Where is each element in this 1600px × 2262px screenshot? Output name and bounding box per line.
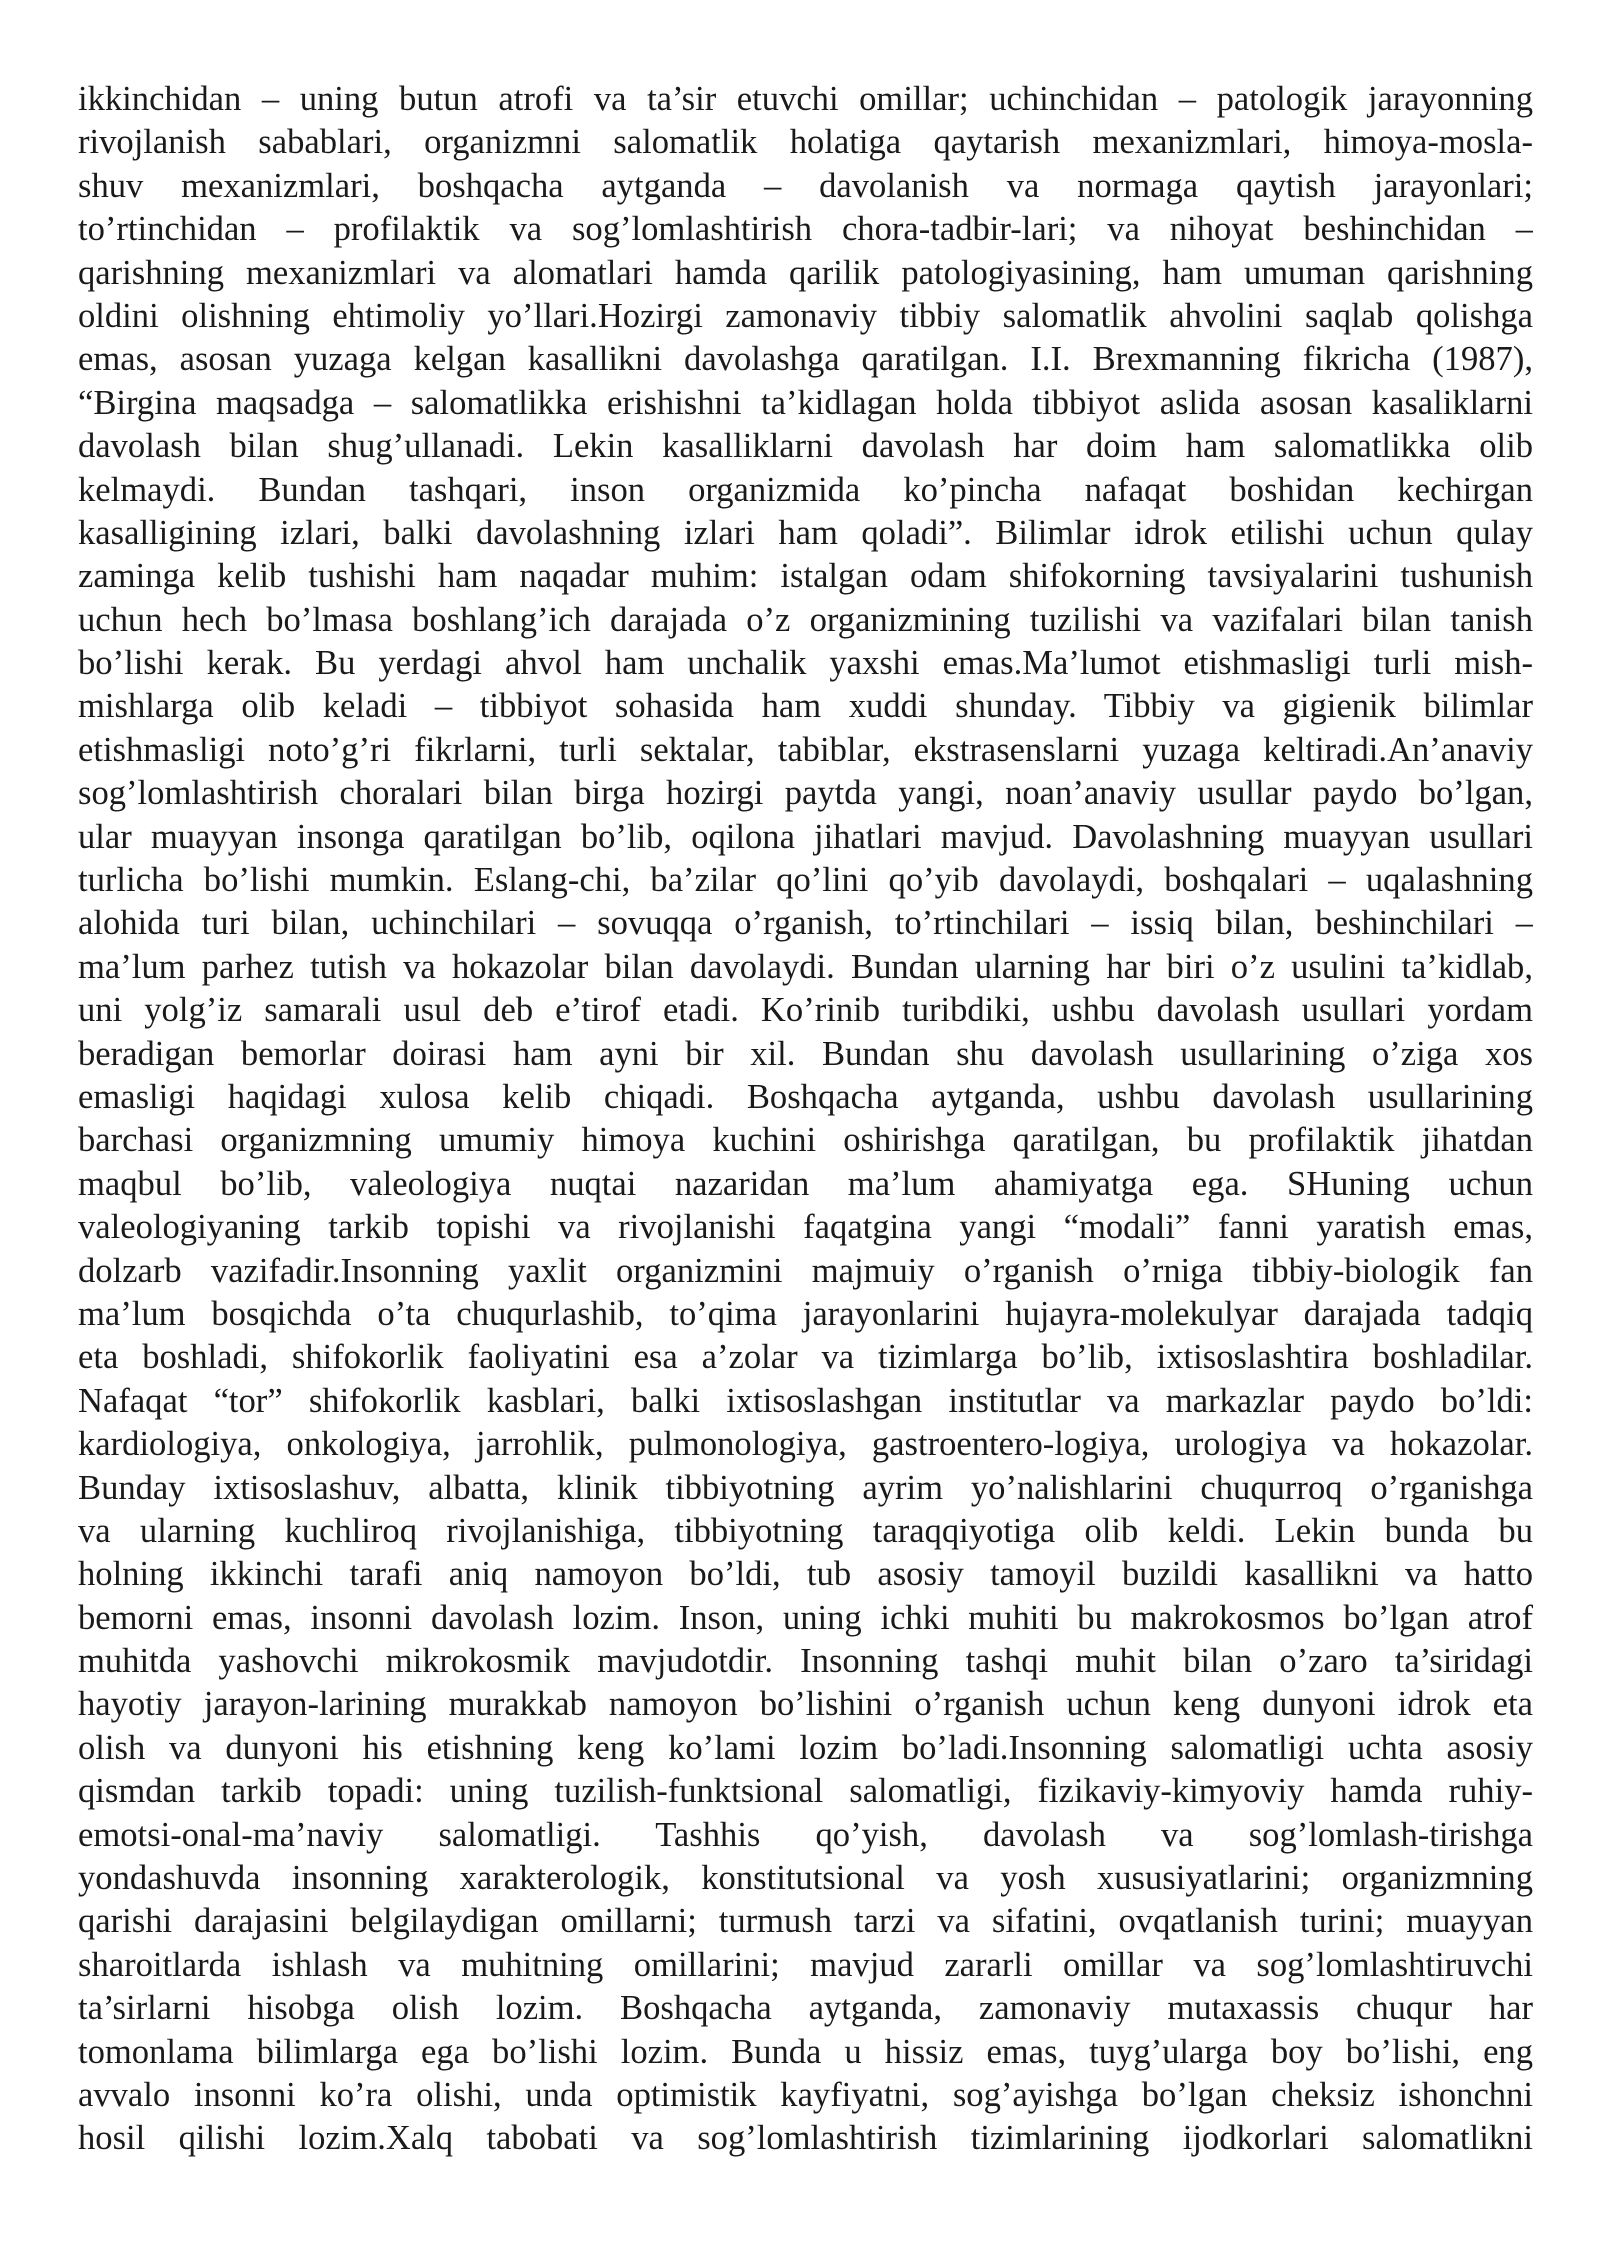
- text-line: kardiologiya, onkologiya, jarrohlik, pulmonologiya, gastroentero-logiya, urologiya va hokazolar.: [78, 1425, 1533, 1464]
- text-line: maqbul bo’lib, valeologiya nuqtai nazaridan ma’lum ahamiyatga ega. SHuning uchun: [78, 1164, 1533, 1203]
- text-line: sharoitlarda ishlash va muhitning omillarini; mavjud zararli omillar va sog’lomlashtiruvchi: [78, 1945, 1533, 1984]
- text-line: holning ikkinchi tarafi aniq namoyon bo’ldi, tub asosiy tamoyil buzildi kasallikni va hatto: [78, 1555, 1533, 1594]
- text-line: zaminga kelib tushishi ham naqadar muhim: istalgan odam shifokorning tavsiyalarini tushunish: [78, 557, 1533, 596]
- text-line: “Birgina maqsadga – salomatlikka erishishni ta’kidlagan holda tibbiyot aslida asosan kasaliklarni: [78, 383, 1533, 422]
- text-line: qarishi darajasini belgilaydigan omillarni; turmush tarzi va sifatini, ovqatlanish turini; muayyan: [78, 1902, 1533, 1941]
- text-line: hayotiy jarayon-larining murakkab namoyon bo’lishini o’rganish uchun keng dunyoni idrok eta: [78, 1685, 1533, 1724]
- text-line: davolash bilan shug’ullanadi. Lekin kasalliklarni davolash har doim ham salomatlikka olib: [78, 427, 1533, 466]
- text-line: uchun hech bo’lmasa boshlang’ich darajada o’z organizmining tuzilishi va vazifalari bilan tanish: [78, 600, 1533, 639]
- text-line: bemorni emas, insonni davolash lozim. Inson, uning ichki muhiti bu makrokosmos bo’lgan atrof: [78, 1598, 1533, 1637]
- text-line: ta’sirlarni hisobga olish lozim. Boshqacha aytganda, zamonaviy mutaxassis chuqur har: [78, 1989, 1533, 2028]
- text-line: kasalligining izlari, balki davolashning izlari ham qoladi”. Bilimlar idrok etilishi uchun qulay: [78, 513, 1533, 552]
- text-line: kelmaydi. Bundan tashqari, inson organizmida ko’pincha nafaqat boshidan kechirgan: [78, 470, 1533, 509]
- text-line: tomonlama bilimlarga ega bo’lishi lozim. Bunda u hissiz emas, tuyg’ularga boy bo’lishi, eng: [78, 2032, 1533, 2071]
- text-line: mishlarga olib keladi – tibbiyot sohasida ham xuddi shunday. Tibbiy va gigienik bilimlar: [78, 687, 1533, 726]
- body-text: [78, 78, 1533, 2161]
- text-line: emas, asosan yuzaga kelgan kasallikni davolashga qaratilgan. I.I. Brexmanning fikricha (1987),: [78, 340, 1533, 379]
- text-line: va ularning kuchliroq rivojlanishiga, tibbiyotning taraqqiyotiga olib keldi. Lekin bunda bu: [78, 1511, 1533, 1550]
- text-line: emasligi haqidagi xulosa kelib chiqadi. Boshqacha aytganda, ushbu davolash usullarining: [78, 1077, 1533, 1116]
- text-line: sog’lomlashtirish choralari bilan birga hozirgi paytda yangi, noan’anaviy usullar paydo bo’lgan,: [78, 774, 1533, 813]
- text-line: olish va dunyoni his etishning keng ko’lami lozim bo’ladi.Insonning salomatligi uchta asosiy: [78, 1728, 1533, 1767]
- text-line: alohida turi bilan, uchinchilari – sovuqqa o’rganish, to’rtinchilari – issiq bilan, beshinchilari –: [78, 904, 1533, 943]
- document-page: [78, 78, 1533, 2161]
- text-line: rivojlanish sabablari, organizmni salomatlik holatiga qaytarish mexanizmlari, himoya-mosla-: [78, 123, 1533, 162]
- text-line: Bunday ixtisoslashuv, albatta, klinik tibbiyotning ayrim yo’nalishlarini chuqurroq o’rganishga: [78, 1468, 1533, 1507]
- text-line: oldini olishning ehtimoliy yo’llari.Hozirgi zamonaviy tibbiy salomatlik ahvolini saqlab qolishga: [78, 296, 1533, 335]
- text-line: ikkinchidan – uning butun atrofi va ta’sir etuvchi omillar; uchinchidan – patologik jarayonning: [78, 80, 1533, 118]
- text-line: to’rtinchidan – profilaktik va sog’lomlashtirish chora-tadbir-lari; va nihoyat beshinchidan –: [78, 210, 1533, 249]
- text-line: ma’lum bosqichda o’ta chuqurlashib, to’qima jarayonlarini hujayra-molekulyar darajada tadqiq: [78, 1294, 1533, 1333]
- text-line: ular muayyan insonga qaratilgan bo’lib, oqilona jihatlari mavjud. Davolashning muayyan usullari: [78, 817, 1533, 856]
- text-line: qismdan tarkib topadi: uning tuzilish-funktsional salomatligi, fizikaviy-kimyoviy hamda ruhiy-: [78, 1772, 1533, 1811]
- text-line: uni yolg’iz samarali usul deb e’tirof etadi. Ko’rinib turibdiki, ushbu davolash usullari yordam: [78, 991, 1533, 1030]
- text-line: bo’lishi kerak. Bu yerdagi ahvol ham unchalik yaxshi emas.Ma’lumot etishmasligi turli mish-: [78, 644, 1533, 683]
- text-line: muhitda yashovchi mikrokosmik mavjudotdir. Insonning tashqi muhit bilan o’zaro ta’siridagi: [78, 1642, 1533, 1681]
- text-line: emotsi-onal-ma’naviy salomatligi. Tashhis qo’yish, davolash va sog’lomlash-tirishga: [78, 1815, 1533, 1854]
- text-line: ma’lum parhez tutish va hokazolar bilan davolaydi. Bundan ularning har biri o’z usulini ta’kidlab,: [78, 947, 1533, 986]
- text-line: valeologiyaning tarkib topishi va rivojlanishi faqatgina yangi “modali” fanni yaratish emas,: [78, 1208, 1533, 1247]
- text-line: turlicha bo’lishi mumkin. Eslang-chi, ba’zilar qo’lini qo’yib davolaydi, boshqalari – uqalashning: [78, 861, 1533, 900]
- text-line: yondashuvda insonning xarakterologik, konstitutsional va yosh xususiyatlarini; organizmning: [78, 1859, 1533, 1898]
- text-line: shuv mexanizmlari, boshqacha aytganda – davolanish va normaga qaytish jarayonlari;: [78, 166, 1533, 205]
- text-line: eta boshladi, shifokorlik faoliyatini esa a’zolar va tizimlarga bo’lib, ixtisoslashtira boshladilar.: [78, 1338, 1533, 1377]
- text-line: hosil qilishi lozim.Xalq tabobati va sog’lomlashtirish tizimlarining ijodkorlari salomatlikni: [78, 2119, 1533, 2158]
- text-line: etishmasligi noto’g’ri fikrlarni, turli sektalar, tabiblar, ekstrasenslarni yuzaga keltiradi.An’anaviy: [78, 730, 1533, 769]
- text-line: avvalo insonni ko’ra olishi, unda optimistik kayfiyatni, sog’ayishga bo’lgan cheksiz ishonchni: [78, 2075, 1533, 2114]
- text-line: Nafaqat “tor” shifokorlik kasblari, balki ixtisoslashgan institutlar va markazlar paydo bo’ldi:: [78, 1381, 1533, 1420]
- text-line: dolzarb vazifadir.Insonning yaxlit organizmini majmuiy o’rganish o’rniga tibbiy-biologik fan: [78, 1251, 1533, 1290]
- text-line: beradigan bemorlar doirasi ham ayni bir xil. Bundan shu davolash usullarining o’ziga xos: [78, 1034, 1533, 1073]
- text-line: qarishning mexanizmlari va alomatlari hamda qarilik patologiyasining, ham umuman qarishning: [78, 253, 1533, 292]
- text-line: barchasi organizmning umumiy himoya kuchini oshirishga qaratilgan, bu profilaktik jihatdan: [78, 1121, 1533, 1160]
